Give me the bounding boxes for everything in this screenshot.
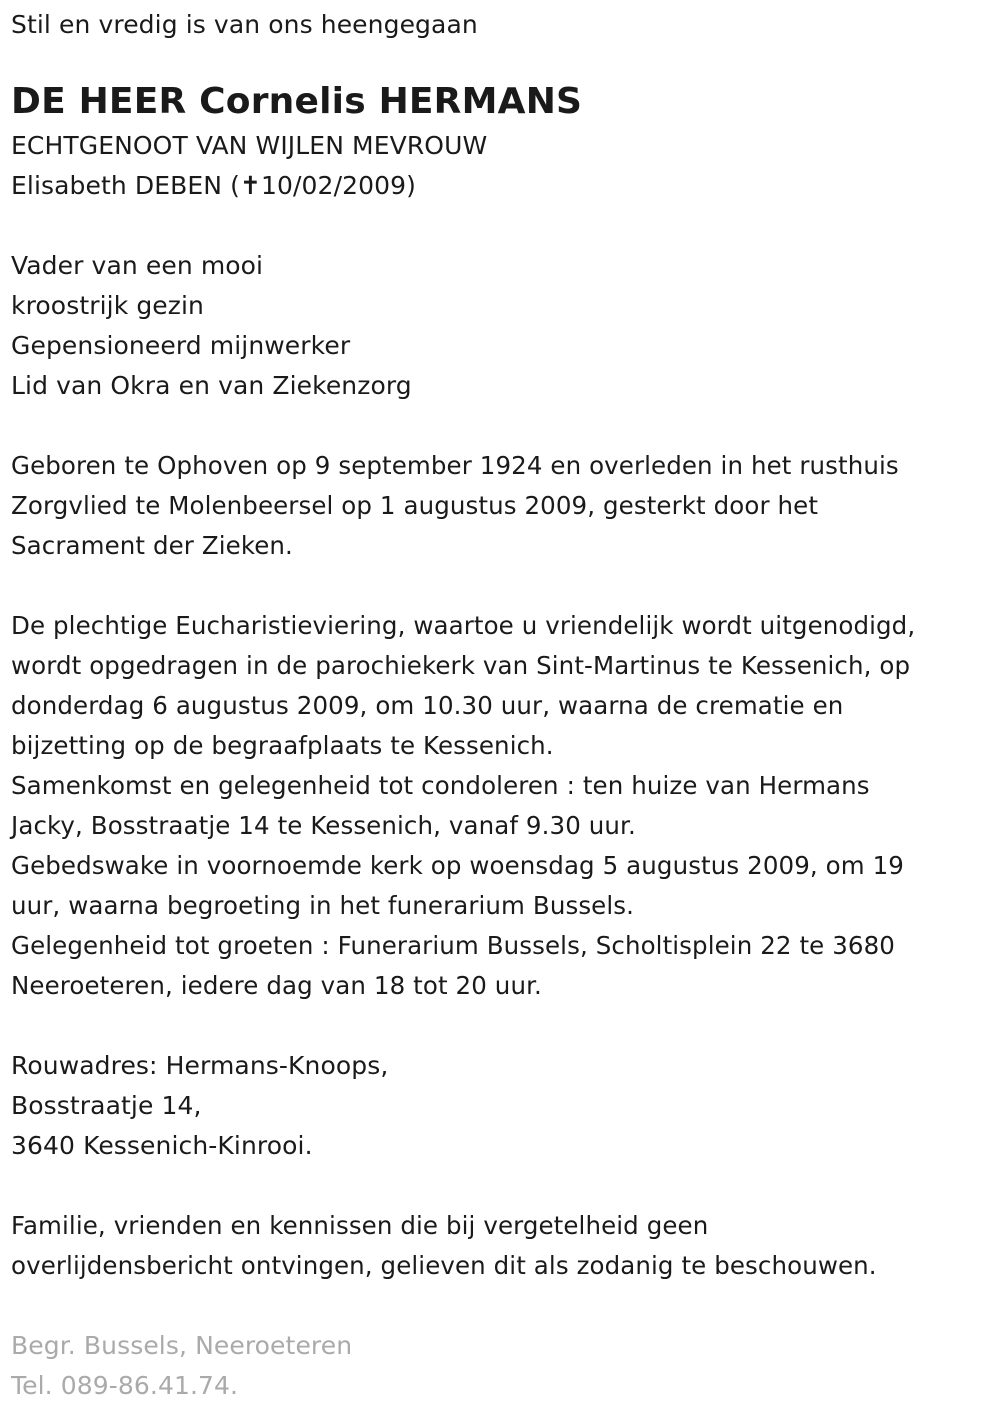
ceremony-line: Neeroeteren, iedere dag van 18 tot 20 uur.: [11, 971, 542, 1000]
birth-death-line: Zorgvlied te Molenbeersel op 1 augustus 2009, gesterkt door het: [11, 491, 819, 520]
description-line: Lid van Okra en van Ziekenzorg: [11, 371, 412, 400]
ceremony-line: Jacky, Bosstraatje 14 te Kessenich, vanaf 9.30 uur.: [11, 811, 636, 840]
deceased-name: DE HEER Cornelis HERMANS: [11, 81, 583, 122]
spacer: [11, 206, 991, 246]
obituary-notice: [11, 0, 991, 1406]
intro-line: Stil en vredig is van ons heengegaan: [11, 10, 478, 39]
description-line: kroostrijk gezin: [11, 291, 204, 320]
ceremony-block: [11, 606, 991, 1006]
footer-line: Tel. 089-86.41.74.: [11, 1371, 239, 1400]
spacer: [11, 1286, 991, 1326]
ceremony-line: uur, waarna begroeting in het funerarium Bussels.: [11, 891, 635, 920]
spouse-line: Elisabeth DEBEN (✝10/02/2009): [11, 171, 416, 200]
spacer: [11, 406, 991, 446]
description-block: [11, 246, 991, 406]
birth-death-line: Sacrament der Zieken.: [11, 531, 293, 560]
spouse-line: ECHTGENOOT VAN WIJLEN MEVROUW: [11, 131, 488, 160]
ceremony-line: donderdag 6 augustus 2009, om 10.30 uur, waarna de crematie en: [11, 691, 844, 720]
ceremony-line: Samenkomst en gelegenheid tot condoleren : ten huize van Hermans: [11, 771, 870, 800]
ceremony-line: bijzetting op de begraafplaats te Kessenich.: [11, 731, 554, 760]
spacer: [11, 1166, 991, 1206]
address-block: [11, 1046, 991, 1166]
notice-line: overlijdensbericht ontvingen, gelieven dit als zodanig te beschouwen.: [11, 1251, 877, 1280]
birth-death-line: Geboren te Ophoven op 9 september 1924 en overleden in het rusthuis: [11, 451, 899, 480]
footer-line: Begr. Bussels, Neeroeteren: [11, 1331, 353, 1360]
notice-block: [11, 1206, 991, 1286]
spouse-block: [11, 126, 991, 206]
notice-line: Familie, vrienden en kennissen die bij vergetelheid geen: [11, 1211, 709, 1240]
description-line: Vader van een mooi: [11, 251, 264, 280]
ceremony-line: Gelegenheid tot groeten : Funerarium Bussels, Scholtisplein 22 te 3680: [11, 931, 895, 960]
address-line: Bosstraatje 14,: [11, 1091, 202, 1120]
ceremony-line: De plechtige Eucharistieviering, waartoe u vriendelijk wordt uitgenodigd,: [11, 611, 916, 640]
ceremony-line: Gebedswake in voornoemde kerk op woensdag 5 augustus 2009, om 19: [11, 851, 904, 880]
funeral-home-footer: [11, 1326, 991, 1406]
spacer: [11, 566, 991, 606]
spacer: [11, 1006, 991, 1046]
address-line: 3640 Kessenich-Kinrooi.: [11, 1131, 313, 1160]
address-line: Rouwadres: Hermans-Knoops,: [11, 1051, 389, 1080]
ceremony-line: wordt opgedragen in de parochiekerk van Sint-Martinus te Kessenich, op: [11, 651, 911, 680]
birth-death-block: [11, 446, 991, 566]
description-line: Gepensioneerd mijnwerker: [11, 331, 351, 360]
